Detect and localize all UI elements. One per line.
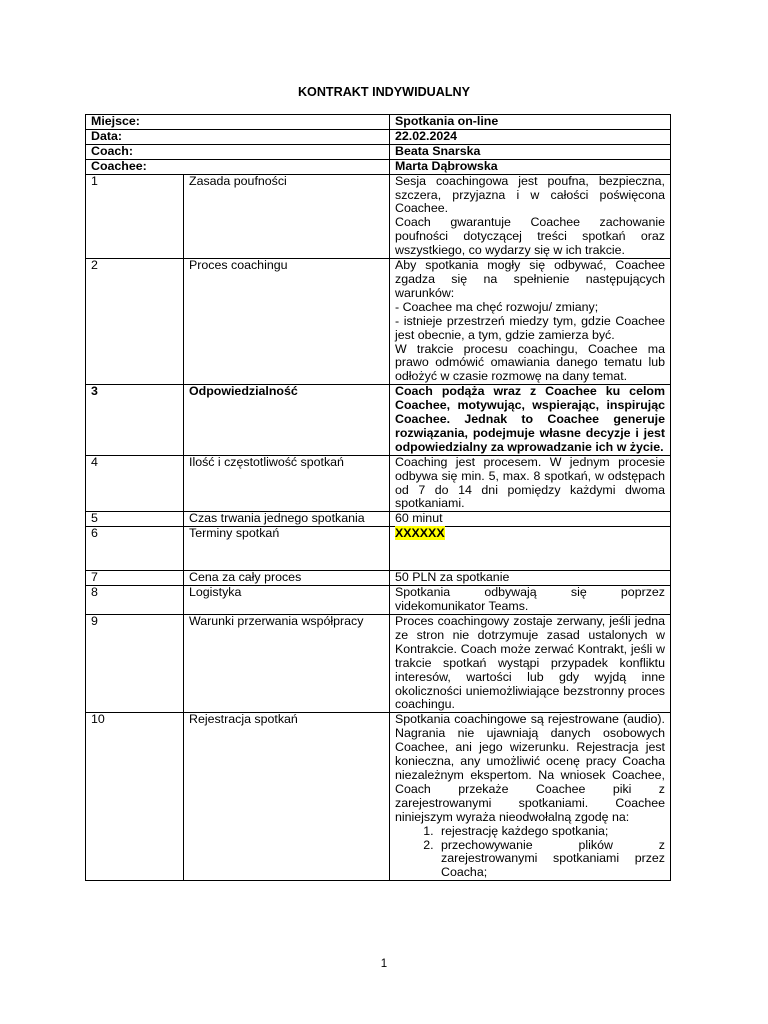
row-content bbox=[390, 571, 671, 586]
row-name: Odpowiedzialność bbox=[184, 385, 390, 456]
header-row-coachee bbox=[86, 159, 671, 174]
coach-value: Beata Snarska bbox=[390, 144, 671, 159]
row-number: 2 bbox=[86, 259, 184, 385]
header-row-coach bbox=[86, 144, 671, 159]
row-paragraph: - Coachee ma chęć rozwoju/ zmiany; bbox=[395, 299, 599, 314]
row-content bbox=[390, 174, 671, 258]
place-value: Spotkania on-line bbox=[390, 115, 671, 130]
date-label: Data: bbox=[86, 129, 390, 144]
row-name: Cena za cały proces bbox=[184, 571, 390, 586]
list-item: 2. przechowywanie plików z zarejestrowanymi spotkaniami przez Coacha; bbox=[437, 839, 665, 881]
coachee-label: Coachee: bbox=[86, 159, 390, 174]
table-row bbox=[86, 713, 671, 881]
row-content bbox=[390, 586, 671, 615]
document-title: KONTRAKT INDYWIDUALNY bbox=[297, 85, 471, 99]
row-number: 8 bbox=[86, 586, 184, 615]
header-row-place bbox=[86, 115, 671, 130]
row-number: 10 bbox=[86, 713, 184, 881]
page-number: 1 bbox=[380, 958, 388, 970]
row-paragraph: 50 PLN za spotkanie bbox=[395, 570, 510, 585]
table-row bbox=[86, 259, 671, 385]
row-content bbox=[390, 512, 671, 527]
contract-table bbox=[85, 114, 671, 881]
row-content bbox=[390, 455, 671, 512]
row-name: Ilość i częstotliwość spotkań bbox=[184, 455, 390, 512]
row-content bbox=[390, 385, 671, 456]
row-name: Warunki przerwania współpracy bbox=[184, 615, 390, 713]
row-paragraph: Coaching jest procesem. W jednym procesie odbywa się min. 5, max. 8 spotkań, w odstępach od 7 do 14 dni pomiędzy każdymi dwoma spotkaniami. bbox=[395, 454, 665, 511]
list-item: 1. rejestrację każdego spotkania; bbox=[437, 825, 665, 839]
table-row bbox=[86, 527, 671, 571]
row-number: 6 bbox=[86, 527, 184, 571]
row-name: Rejestracja spotkań bbox=[184, 713, 390, 881]
row-name: Logistyka bbox=[184, 586, 390, 615]
row-paragraph: Spotkania coachingowe są rejestrowane (audio). Nagrania nie ujawniają danych osobowych Coachee, ani jego wizerunku. Rejestracja jest konieczna, any umożliwić ocenę pracy Coacha niezależnym ekspertom. Na wniosek Coachee, Coach przekaże Coachee piki z zarejestrowanymi spotkaniami. Coachee niniejszym wyraża nieodwołalną zgodę na: bbox=[395, 712, 665, 824]
row-paragraph: Aby spotkania mogły się odbywać, Coachee zgadza się na spełnienie następujących warunków: bbox=[395, 258, 665, 300]
row-paragraph: W trakcie procesu coachingu, Coachee ma prawo odmówić omawiania danego tematu lub odłożyć w czasie rozmowę na dany temat. bbox=[395, 341, 665, 384]
table-row bbox=[86, 512, 671, 527]
row-paragraph: 60 minut bbox=[395, 511, 443, 526]
row-content bbox=[390, 259, 671, 385]
table-row bbox=[86, 586, 671, 615]
row-paragraph: Sesja coachingowa jest poufna, bezpieczna, szczera, przyjazna i w całości poświęcona Coachee. bbox=[395, 173, 665, 216]
row-paragraph: Coach gwarantuje Coachee zachowanie poufności dotyczącej treści spotkań oraz wszystkiego, co wydarzy się w ich trakcie. bbox=[395, 215, 665, 258]
row-number: 4 bbox=[86, 455, 184, 512]
row-content bbox=[390, 615, 671, 713]
meeting-dates-placeholder: XXXXXX bbox=[395, 526, 445, 541]
table-row bbox=[86, 571, 671, 586]
header-row-date bbox=[86, 129, 671, 144]
coach-label: Coach: bbox=[86, 144, 390, 159]
coachee-value: Marta Dąbrowska bbox=[390, 159, 671, 174]
table-row bbox=[86, 455, 671, 512]
place-label: Miejsce: bbox=[86, 115, 390, 130]
row-name: Czas trwania jednego spotkania bbox=[184, 512, 390, 527]
row-number: 3 bbox=[86, 385, 184, 456]
row-number: 7 bbox=[86, 571, 184, 586]
date-value: 22.02.2024 bbox=[390, 129, 671, 144]
row-number: 5 bbox=[86, 512, 184, 527]
table-row bbox=[86, 615, 671, 713]
row-name: Terminy spotkań bbox=[184, 527, 390, 571]
row-name: Zasada poufności bbox=[184, 174, 390, 258]
row-content bbox=[390, 527, 671, 571]
row-paragraph: Spotkania odbywają się poprzez videkomunikator Teams. bbox=[395, 585, 665, 614]
row-content bbox=[390, 713, 671, 881]
consent-list bbox=[395, 825, 665, 881]
table-row bbox=[86, 385, 671, 456]
table-row bbox=[86, 174, 671, 258]
row-paragraph: Proces coachingowy zostaje zerwany, jeśli jedna ze stron nie dotrzymuje zasad ustalonych w Kontrakcie. Coach może zerwać Kontrakt, jeśli w trakcie spotkań wystąpi przypadek konfliktu interesów, wartości lub gdy wyjdą inne okoliczności uniemożliwiające bezstronny proces coachingu. bbox=[395, 614, 665, 712]
row-number: 1 bbox=[86, 174, 184, 258]
row-name: Proces coachingu bbox=[184, 259, 390, 385]
row-paragraph: Coach podąża wraz z Coachee ku celom Coachee, motywując, wspierając, inspirując Coachee. Jednak to Coachee generuje rozwiązania, podejmuje własne decyzje i jest odpowiedzialny za wprowadzanie ich w życie. bbox=[395, 384, 665, 454]
row-number: 9 bbox=[86, 615, 184, 713]
row-paragraph: - istnieje przestrzeń miedzy tym, gdzie Coachee jest obecnie, a tym, gdzie zamierza być. bbox=[395, 313, 665, 342]
